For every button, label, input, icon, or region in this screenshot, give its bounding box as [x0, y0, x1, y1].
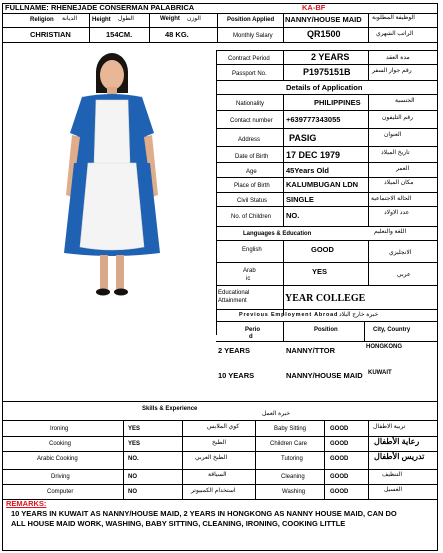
skill-tutoring-label: Tutoring — [281, 456, 303, 462]
details-section-title: Details of Application — [286, 83, 363, 92]
skills-title: Skills & Experience — [142, 406, 198, 412]
form-code: KA-BF — [302, 3, 326, 12]
skills-ar: خبرة العمل — [262, 411, 291, 417]
skill-washing-label: Washing — [282, 489, 306, 495]
skill-arabiccooking-value: NO. — [128, 456, 139, 462]
civil-label: Civil Status — [237, 198, 268, 204]
age-ar: العمر — [396, 166, 410, 172]
weight-value: 48 KG. — [165, 30, 189, 39]
children-label: No. of Children — [231, 214, 272, 220]
employment-row1-period: 2 YEARS — [218, 346, 250, 355]
skill-computer-ar: استخدام الكمبيوتر — [191, 488, 236, 494]
skill-tutoring-value: GOOD — [330, 456, 349, 462]
employment-row1-country: HONGKONG — [366, 344, 402, 350]
skill-cooking-label: Cooking — [49, 441, 72, 447]
civil-value: SINGLE — [286, 195, 314, 204]
skill-ironing-value: YES — [128, 426, 141, 432]
contact-label: Contact number — [230, 118, 273, 124]
skill-babysitting-value: GOOD — [330, 426, 349, 432]
skill-cooking-value: YES — [128, 441, 141, 447]
skill-arabiccooking-label: Arabic Cooking — [37, 456, 78, 462]
position-ar: الوظيفة المطلوبة — [372, 15, 415, 21]
height-value: 154CM. — [106, 30, 133, 39]
education-value: YEAR COLLEGE — [285, 293, 366, 304]
employment-row2-position: NANNY/HOUSE MAID — [286, 371, 363, 380]
employment-title: Previous Employment Abroad — [239, 312, 339, 318]
education-label-line2: Attainment — [218, 298, 247, 304]
contract-value: 2 YEARS — [311, 52, 350, 62]
arabic-value: YES — [312, 267, 328, 276]
languages-ar: اللغة والتعليم — [374, 229, 407, 235]
skill-arabiccooking-ar: الطبخ العربي — [195, 455, 228, 461]
skill-computer-label: Computer — [47, 489, 74, 495]
weight-label: Weight — [160, 16, 180, 22]
religion-ar: الديانة — [62, 16, 78, 22]
skill-childrencare-ar: رعاية الأطفال — [374, 437, 420, 446]
skill-cleaning-label: Cleaning — [281, 474, 305, 480]
languages-title: Languages & Education — [243, 231, 312, 237]
passport-value: P1975151B — [303, 67, 351, 77]
skill-cleaning-ar: التنظيف — [382, 472, 403, 478]
skill-ironing-label: Ironing — [50, 426, 69, 432]
remarks-label: REMARKS: — [6, 499, 47, 508]
skill-babysitting-label: Baby Sitting — [274, 426, 307, 432]
address-value: PASIG — [289, 133, 317, 143]
position-label: Position Applied — [227, 17, 275, 23]
col-period-line2: d — [249, 334, 253, 340]
children-value: NO. — [286, 211, 300, 220]
english-ar: الانجليزي — [389, 250, 412, 256]
skill-childrencare-label: Children Care — [270, 441, 308, 447]
contact-ar: رقم التليفون — [382, 115, 414, 121]
weight-ar: الوزن — [187, 16, 201, 22]
nationality-label: Nationality — [236, 101, 265, 107]
skill-babysitting-ar: تربية الاطفال — [373, 424, 406, 430]
employment-row1-position: NANNY/TTOR — [286, 346, 336, 355]
contract-ar: مدة العقد — [386, 55, 410, 61]
education-label-line1: Educational — [218, 290, 250, 296]
employment-row2-period: 10 YEARS — [218, 371, 255, 380]
dob-label: Date of Birth — [235, 154, 269, 160]
english-value: GOOD — [311, 245, 334, 254]
skill-washing-value: GOOD — [330, 489, 349, 495]
age-value: 45Years Old — [286, 166, 329, 175]
skill-driving-ar: السياقة — [208, 472, 227, 478]
skill-cleaning-value: GOOD — [330, 474, 349, 480]
contact-value: +639777343055 — [286, 115, 341, 124]
pob-ar: مكان الميلاد — [384, 180, 414, 186]
position-value: NANNY/HOUSE MAID — [285, 15, 362, 24]
contract-label: Contract Period — [228, 56, 270, 62]
applicant-photo — [12, 45, 212, 300]
passport-ar: رقم جواز السفر — [372, 68, 412, 74]
passport-label: Passport No. — [232, 71, 267, 77]
skill-ironing-ar: كوي الملابس — [207, 424, 240, 430]
address-ar: العنوان — [384, 132, 402, 138]
skill-driving-value: NO — [128, 474, 137, 480]
arabic-ar: عربي — [397, 272, 411, 278]
english-label: English — [242, 247, 262, 253]
arabic-label-line1: Arab — [243, 268, 256, 274]
remarks-line1: 10 YEARS IN KUWAIT AS NANNY/HOUSE MAID, 2 YEARS IN HONGKONG AS NANNY HOUSE MAID, CAN DO — [11, 509, 397, 518]
col-position: Position — [314, 327, 338, 333]
salary-value: QR1500 — [307, 29, 341, 39]
col-period-line1: Perio — [245, 327, 261, 333]
skill-tutoring-ar: تدريس الأطفال — [374, 452, 425, 461]
remarks-line2: ALL HOUSE MAID WORK, WASHING, BABY SITTING, CLEANING, IRONING, COOKING LITTLE — [11, 519, 346, 528]
nationality-ar: الجنسية — [395, 98, 415, 104]
nationality-value: PHILIPPINES — [314, 98, 361, 107]
civil-ar: الحالة الاجتماعية — [371, 196, 412, 202]
height-label: Height — [92, 17, 111, 23]
pob-label: Place of Birth — [234, 183, 270, 189]
religion-value: CHRISTIAN — [30, 30, 71, 39]
children-ar: عدد الاولاد — [384, 210, 410, 216]
height-ar: الطول — [118, 16, 134, 22]
arabic-label-line2: ic — [246, 276, 251, 282]
fullname-label: FULLNAME: — [5, 3, 49, 12]
salary-label: Monthly Salary — [233, 33, 273, 39]
dob-ar: تاريخ الميلاد — [381, 150, 410, 156]
skill-childrencare-value: GOOD — [330, 441, 349, 447]
skill-cooking-ar: الطبخ — [212, 440, 227, 446]
employment-ar: خبرة خارج البلاد — [339, 312, 379, 318]
skill-driving-label: Driving — [51, 474, 70, 480]
dob-value: 17 DEC 1979 — [286, 150, 341, 160]
col-country: City, Country — [373, 327, 411, 333]
religion-label: Religion — [30, 17, 54, 23]
address-label: Address — [238, 137, 261, 143]
salary-ar: الراتب الشهري — [376, 31, 414, 37]
age-label: Age — [246, 169, 257, 175]
skill-washing-ar: الغسيل — [384, 487, 403, 493]
fullname-value: RHENEJADE CONSERMAN PALABRICA — [51, 3, 195, 12]
pob-value: KALUMBUGAN LDN — [286, 180, 359, 189]
skill-computer-value: NO — [128, 489, 137, 495]
employment-row2-country: KUWAIT — [368, 370, 392, 376]
